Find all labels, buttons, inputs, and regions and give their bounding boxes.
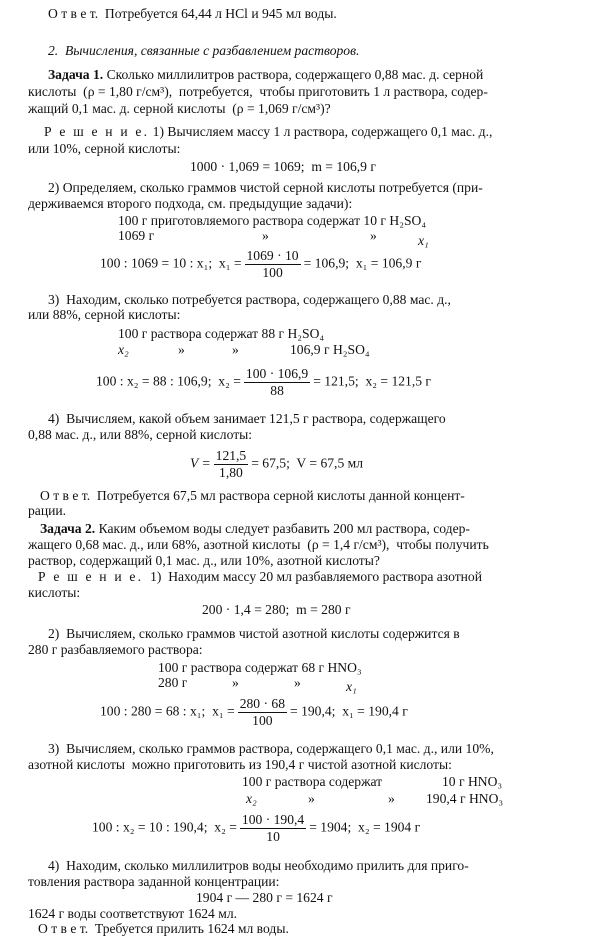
- denominator: 1,80: [219, 465, 243, 480]
- step-line: 280 г разбавляемого раствора:: [28, 642, 203, 657]
- eq-left: 100 : 280 = 68 : x₁; x₁ =: [100, 703, 235, 719]
- ditto-mark: »: [308, 791, 315, 806]
- ditto-mark: »: [388, 791, 395, 806]
- proportion-line: 190,4 г HNO₃: [426, 791, 504, 806]
- step-line: 2) Вычисляем, сколько граммов чистой азотной кислоты содержится в: [48, 626, 460, 641]
- step-line: 3) Вычисляем, сколько граммов раствора, содержащего 0,1 мас. д., или 10%,: [48, 741, 494, 756]
- ditto-mark: »: [232, 342, 239, 357]
- solution-line: кислоты:: [28, 585, 81, 600]
- step-line: 2) Определяем, сколько граммов чистой серной кислоты потребуется (при-: [48, 180, 483, 195]
- proportion-line: 1069 г: [118, 228, 155, 243]
- step-line: или 88%, серной кислоты:: [28, 307, 181, 322]
- eq-right: = 121,5; x₂ = 121,5 г: [313, 373, 432, 389]
- answer-line: рации.: [28, 503, 67, 518]
- equation: [100, 696, 408, 729]
- problem-1-line: жащий 0,1 мас. д. серной кислоты (ρ = 1,069 г/см³)?: [28, 101, 331, 116]
- fraction: [244, 366, 310, 399]
- problem-text: Каким объемом воды следует разбавить 200 мл раствора, содер-: [95, 521, 470, 536]
- step-line: 0,88 мас. д., или 88%, серной кислоты:: [28, 427, 253, 442]
- eq-right: = 67,5; V = 67,5 мл: [251, 455, 364, 471]
- proportion-line: 100 г раствора содержат 88 г H₂SO₄: [118, 326, 325, 341]
- fraction: [214, 448, 249, 481]
- proportion-line: 100 г раствора содержат: [242, 774, 383, 789]
- numerator: 1069 · 10: [246, 248, 299, 263]
- fraction: [245, 248, 301, 281]
- fraction: [238, 696, 287, 729]
- equation: [92, 812, 420, 845]
- fraction: [240, 812, 306, 845]
- proportion-line: 106,9 г H₂SO₄: [290, 342, 370, 357]
- eq-right: = 190,4; x₁ = 190,4 г: [290, 703, 408, 719]
- variable: x₁: [346, 679, 357, 694]
- step-line: 4) Вычисляем, какой объем занимает 121,5 г раствора, содержащего: [48, 411, 446, 426]
- problem-1-line: кислоты (ρ = 1,80 г/см³), потребуется, чтобы приготовить 1 л раствора, содер-: [28, 84, 488, 99]
- denominator: 10: [266, 829, 280, 844]
- solution-text: 1) Вычисляем массу 1 л раствора, содержащего 0,1 мас. д.,: [149, 124, 493, 139]
- equation: 1904 г — 280 г = 1624 г: [196, 890, 333, 905]
- result-line: 1624 г воды соответствуют 1624 мл.: [28, 906, 238, 921]
- ditto-mark: »: [232, 675, 239, 690]
- equation: [190, 448, 363, 481]
- proportion-line: 100 г приготовляемого раствора содержат 10 г H₂SO₄: [118, 213, 427, 228]
- numerator: 121,5: [215, 448, 247, 463]
- solution-text: 1) Находим массу 20 мл разбавляемого раствора азотной: [143, 569, 483, 584]
- problem-2-line: жащего 0,68 мас. д., или 68%, азотной кислоты (ρ = 1,4 г/см³), чтобы получить: [28, 537, 489, 552]
- ditto-mark: »: [178, 342, 185, 357]
- step-line: 4) Находим, сколько миллилитров воды необходимо прилить для приго-: [48, 858, 469, 873]
- eq-left: V =: [190, 455, 211, 471]
- proportion-line: 10 г HNO₃: [442, 774, 503, 789]
- section-heading: 2. Вычисления, связанные с разбавлением растворов.: [48, 43, 360, 58]
- step-line: 3) Находим, сколько потребуется раствора, содержащего 0,88 мас. д.,: [48, 292, 451, 307]
- problem-label: Задача 2.: [40, 521, 96, 536]
- problem-2-line: [40, 521, 470, 537]
- answer-line: О т в е т. Потребуется 64,44 л HCl и 945 мл воды.: [48, 6, 337, 21]
- equation: [96, 366, 431, 399]
- equation: [100, 248, 421, 281]
- step-line: держиваемся второго подхода, см. предыдущие задачи):: [28, 196, 353, 211]
- problem-text: Сколько миллилитров раствора, содержащего 0,88 мас. д. серной: [103, 67, 484, 82]
- ditto-mark: »: [262, 228, 269, 243]
- variable: x₂: [118, 342, 129, 357]
- eq-left: 100 : x₂ = 88 : 106,9; x₂ =: [96, 373, 241, 389]
- solution-line: [38, 569, 482, 585]
- answer-line: О т в е т. Потребуется 67,5 мл раствора серной кислоты данной концент-: [40, 488, 465, 503]
- solution-line: [44, 124, 492, 140]
- solution-label: Р е ш е н и е.: [44, 124, 150, 139]
- eq-right: = 1904; x₂ = 1904 г: [309, 819, 421, 835]
- ditto-mark: »: [294, 675, 301, 690]
- equation: 200 · 1,4 = 280; m = 280 г: [202, 602, 351, 617]
- problem-2-line: раствор, содержащий 0,1 мас. д., или 10%, азотной кислоты?: [28, 553, 380, 568]
- solution-line: или 10%, серной кислоты:: [28, 141, 181, 156]
- denominator: 100: [252, 713, 273, 728]
- variable: x₂: [246, 791, 257, 806]
- solution-label: Р е ш е н и е.: [38, 569, 144, 584]
- numerator: 100 · 106,9: [245, 366, 309, 381]
- ditto-mark: »: [370, 228, 377, 243]
- numerator: 100 · 190,4: [241, 812, 305, 827]
- eq-right: = 106,9; x₁ = 106,9 г: [303, 255, 422, 271]
- numerator: 280 · 68: [239, 696, 286, 711]
- step-line: азотной кислоты можно приготовить из 190,4 г чистой азотной кислоты:: [28, 757, 452, 772]
- equation: 1000 · 1,069 = 1069; m = 106,9 г: [190, 159, 376, 174]
- eq-left: 100 : x₂ = 10 : 190,4; x₂ =: [92, 819, 237, 835]
- variable: x₁: [418, 233, 429, 248]
- problem-1-line: [48, 67, 483, 83]
- answer-line: О т в е т. Требуется прилить 1624 мл воды.: [38, 921, 289, 936]
- denominator: 88: [270, 383, 284, 398]
- step-line: товления раствора заданной концентрации:: [28, 874, 280, 889]
- proportion-line: 280 г: [158, 675, 188, 690]
- eq-left: 100 : 1069 = 10 : x₁; x₁ =: [100, 255, 242, 271]
- problem-label: Задача 1.: [48, 67, 104, 82]
- denominator: 100: [262, 265, 283, 280]
- proportion-line: 100 г раствора содержат 68 г HNO₃: [158, 660, 362, 675]
